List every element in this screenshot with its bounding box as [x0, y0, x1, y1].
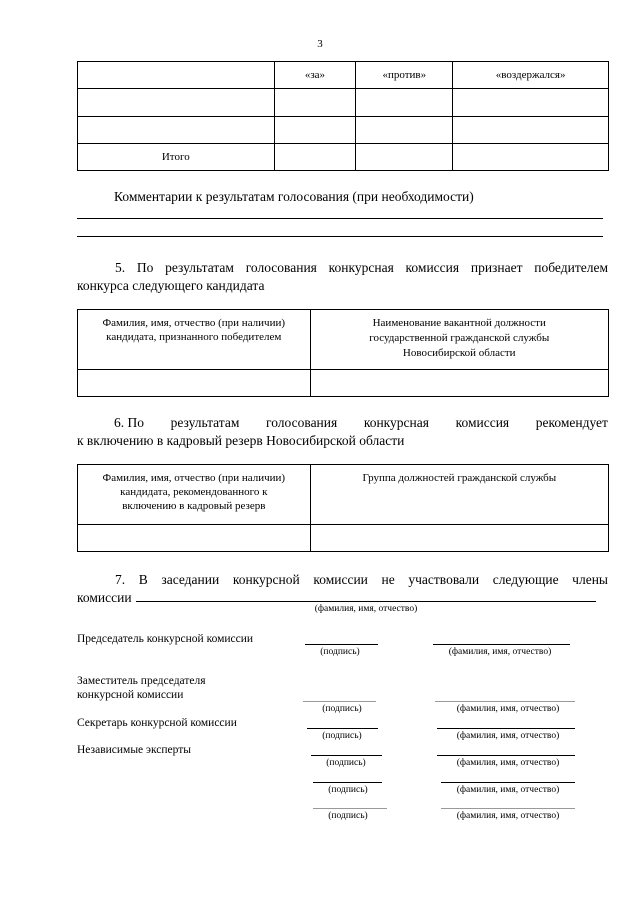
section6-word: результатам: [170, 415, 240, 430]
header-cell-for: «за»: [274, 62, 356, 89]
absent-members-caption: (фамилия, имя, отчество): [314, 604, 418, 614]
expert1-signature-line: [311, 755, 382, 756]
table-header-row: [78, 465, 609, 525]
table-cell: [78, 525, 311, 552]
section7-line1: 7. В заседании конкурсной комиссии не участвовали следующие члены: [115, 572, 608, 587]
vote-results-table: [77, 61, 609, 171]
comments-label: Комментарии к результатам голосования (при необходимости): [114, 189, 474, 204]
experts-label: Независимые эксперты: [77, 744, 191, 756]
total-label: Итого: [78, 144, 275, 171]
expert3-name-line: [441, 808, 575, 809]
table-cell: [356, 89, 453, 117]
deputy-name-line: [435, 701, 575, 702]
secretary-name-caption: (фамилия, имя, отчество): [456, 731, 560, 741]
section6-word: рекомендует: [535, 415, 608, 430]
section5-line1: 5. По результатам голосования конкурсная комиссия признает победителем: [115, 260, 608, 275]
expert2-signature-caption: (подпись): [328, 785, 368, 795]
section6-word: 6. По: [114, 415, 144, 430]
secretary-signature-caption: (подпись): [322, 731, 362, 741]
chair-label: Председатель конкурсной комиссии: [77, 633, 254, 645]
chair-signature-line: [305, 644, 378, 645]
table-row: [78, 370, 609, 397]
table-cell: [274, 144, 356, 171]
absent-members-line: [136, 601, 596, 602]
table-cell: [356, 117, 453, 144]
table-cell: [78, 117, 275, 144]
table-header-row: [78, 62, 609, 89]
section6-word: голосования: [266, 415, 338, 430]
reserve-table: [77, 464, 609, 552]
section6-line1: [114, 414, 608, 432]
secretary-signature-line: [307, 728, 378, 729]
expert3-signature-line: [313, 808, 387, 809]
table-cell: [453, 117, 609, 144]
page-number: 3: [317, 38, 323, 50]
header-cell-empty: [78, 62, 275, 89]
deputy-label: Заместитель председателя конкурсной комиссии: [77, 675, 206, 701]
table-row: [78, 89, 609, 117]
chair-name-line: [433, 644, 570, 645]
expert3-name-caption: (фамилия, имя, отчество): [456, 811, 560, 821]
table-cell: [453, 144, 609, 171]
deputy-signature-line: [303, 701, 376, 702]
expert1-signature-caption: (подпись): [326, 758, 366, 768]
table-header-row: [78, 310, 609, 370]
table-cell: [78, 89, 275, 117]
candidate-name-header: Фамилия, имя, отчество (при наличии) кандидата, рекомендованного к включению в кадровый резерв: [78, 465, 311, 525]
section7-line2: комиссии: [77, 590, 132, 605]
expert2-name-caption: (фамилия, имя, отчество): [456, 785, 560, 795]
expert1-name-line: [437, 755, 575, 756]
deputy-signature-caption: (подпись): [322, 704, 362, 714]
winner-table: [77, 309, 609, 397]
position-group-header: Группа должностей гражданской службы: [310, 465, 608, 525]
comments-line-2: [77, 236, 603, 237]
table-row: [78, 525, 609, 552]
vacancy-header: Наименование вакантной должности государственной гражданской службы Новосибирской области: [310, 310, 609, 370]
table-cell: [453, 89, 609, 117]
deputy-name-caption: (фамилия, имя, отчество): [456, 704, 560, 714]
chair-name-caption: (фамилия, имя, отчество): [448, 647, 552, 657]
expert1-name-caption: (фамилия, имя, отчество): [456, 758, 560, 768]
section5-line2: конкурса следующего кандидата: [77, 278, 265, 293]
table-cell: [310, 370, 609, 397]
table-cell: [274, 117, 356, 144]
secretary-label: Секретарь конкурсной комиссии: [77, 717, 237, 729]
table-cell: [356, 144, 453, 171]
section6-word: комиссия: [455, 415, 510, 430]
header-cell-abstained: «воздержался»: [453, 62, 609, 89]
expert2-signature-line: [313, 782, 382, 783]
section6-line2: к включению в кадровый резерв Новосибирской области: [77, 433, 405, 448]
table-cell: [78, 370, 311, 397]
chair-signature-caption: (подпись): [320, 647, 360, 657]
expert3-signature-caption: (подпись): [328, 811, 368, 821]
section6-word: конкурсная: [363, 415, 429, 430]
table-row: [78, 117, 609, 144]
header-cell-against: «против»: [356, 62, 453, 89]
expert2-name-line: [441, 782, 575, 783]
table-cell: [310, 525, 608, 552]
table-cell: [274, 89, 356, 117]
winner-name-header: Фамилия, имя, отчество (при наличии) кандидата, признанного победителем: [78, 310, 311, 370]
total-row: [78, 144, 609, 171]
comments-line-1: [77, 218, 603, 219]
secretary-name-line: [437, 728, 575, 729]
